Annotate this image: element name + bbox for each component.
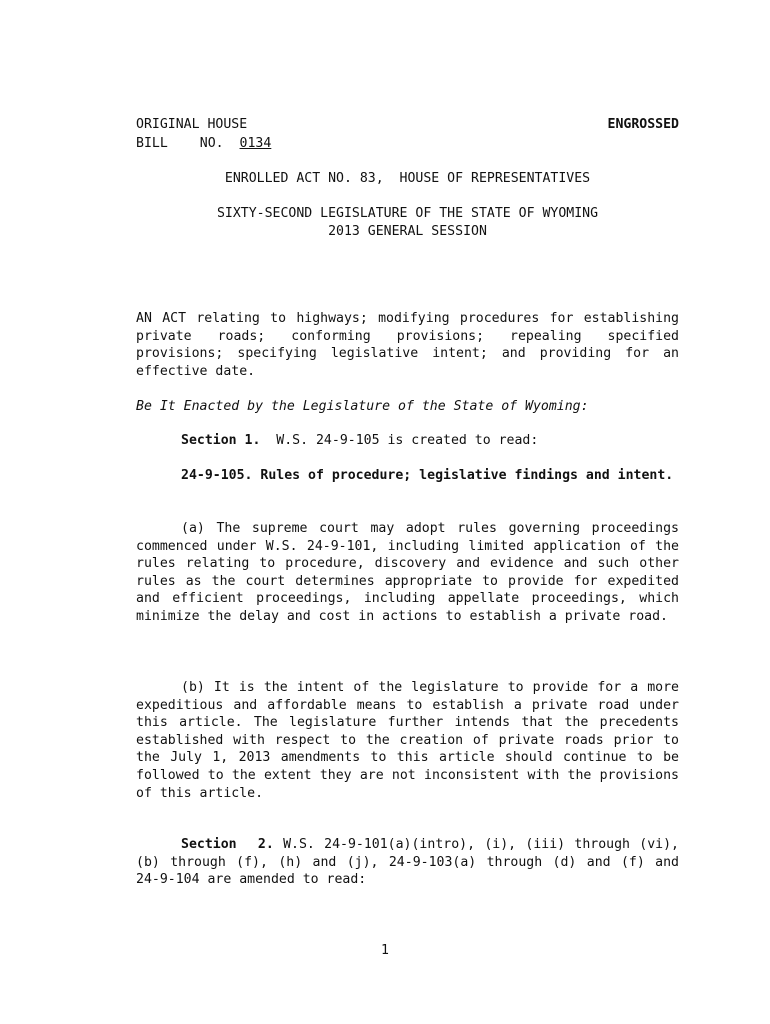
act-summary: AN ACT relating to highways; modifying procedures for establishing private roads; conforming provisions; repealing specified provisions; specifying legislative intent; and providing for an effective date. <box>136 311 679 379</box>
header-block <box>136 116 679 152</box>
bill-number-line <box>136 135 679 153</box>
statute-heading: 24-9-105. Rules of procedure; legislative findings and intent. <box>181 468 674 483</box>
legislature-block <box>136 205 679 240</box>
bill-no-label: NO. <box>199 135 224 151</box>
page-number: 1 <box>381 943 389 958</box>
paragraph-b: (b) It is the intent of the legislature to provide for a more expeditious and affordable means to establish a private road under this article. The legislature further intends that the precedents established with respect to the creation of private roads prior to the July 1, 2013 amendments to this article should continue to be followed to the extent they are not inconsistent with the provisions of this article. <box>136 680 679 801</box>
legislature-text: SIXTY-SECOND LEGISLATURE OF THE STATE OF WYOMING <box>216 206 599 221</box>
session-text: 2013 GENERAL SESSION <box>328 223 487 239</box>
paragraph-a: (a) The supreme court may adopt rules governing proceedings commenced under W.S. 24-9-101, including limited application of the rules relating to procedure, discovery and evidence and such other rules as the court determines appropriate to provide for expedited and efficient proceedings, including appellate proceedings, which minimize the delay and cost in actions to establish a private road. <box>136 521 679 624</box>
section-1-text: W.S. 24-9-105 is created to read: <box>276 433 539 448</box>
section-1 <box>136 432 679 450</box>
enrolled-act-text: ENROLLED ACT NO. 83, HOUSE OF REPRESENTATIVES <box>224 171 591 186</box>
enrolled-act-line <box>136 170 679 188</box>
section-2 <box>136 836 679 889</box>
section-1-label: Section 1. <box>181 433 261 448</box>
enacting-clause: Be It Enacted by the Legislature of the State of Wyoming: <box>136 399 589 414</box>
section-2-label: Section 2. <box>181 837 274 852</box>
engrossed-label: ENGROSSED <box>607 117 679 132</box>
section-2-text: W.S. 24-9-101(a)(intro), (i), (iii) through (vi), (b) through (f), (h) and (j), 24-9-103(a) through (d) and (f) and 24-9-104 are amended to read: <box>136 837 679 888</box>
bill-number: 0134 <box>239 135 272 151</box>
bill-label: BILL <box>136 135 168 151</box>
original-house-label: ORIGINAL HOUSE <box>136 117 248 132</box>
